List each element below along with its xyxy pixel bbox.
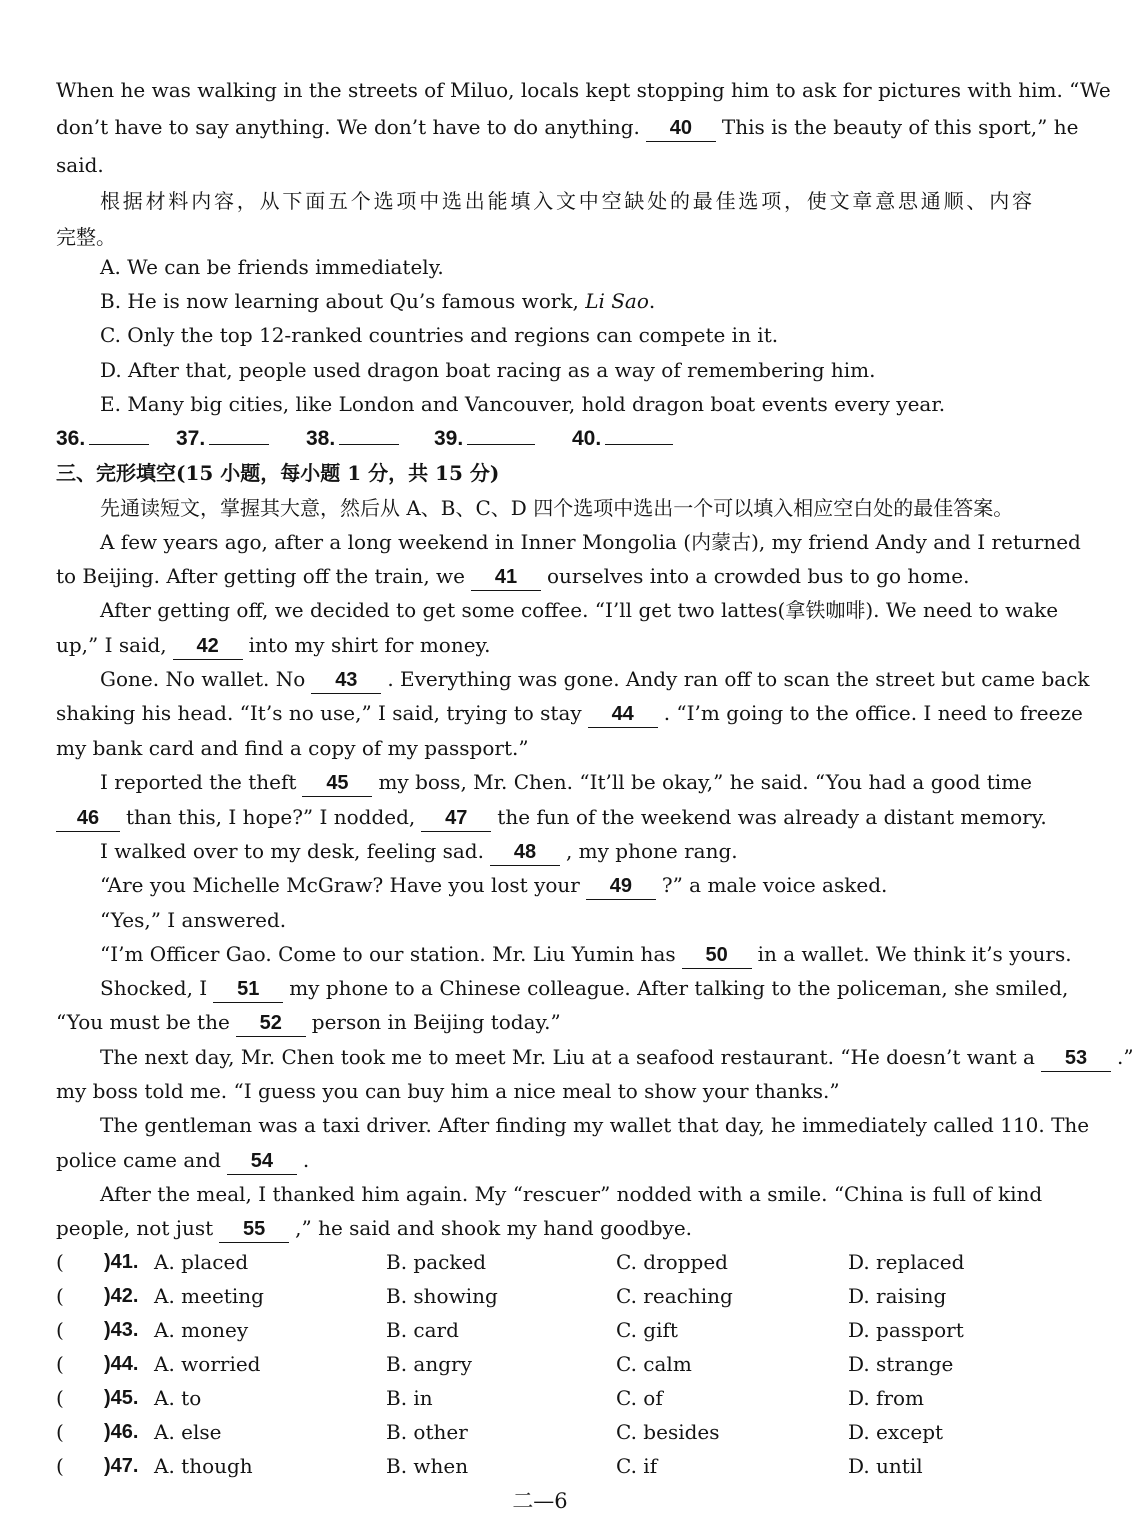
answer-blanks-row <box>56 421 956 457</box>
answer-paren[interactable]: ( <box>56 1284 64 1308</box>
choice-b[interactable]: B. angry <box>386 1352 472 1376</box>
passage-line: don’t have to say anything. We don’t have to do anything. 40 This is the beauty of this sport,” he <box>56 110 1032 144</box>
question-46 <box>56 1415 1032 1449</box>
work-title: Li Sao <box>585 289 649 313</box>
answer-blank-36[interactable]: 36. <box>56 421 149 457</box>
blank-51: 51 <box>213 976 283 1003</box>
cloze-line: Gone. No wallet. No 43 . Everything was gone. Andy ran off to scan the street but came back <box>100 662 1032 696</box>
page-number: 二—6 <box>512 1489 568 1513</box>
choice-b[interactable]: B. other <box>386 1420 468 1444</box>
cloze-line: police came and 54 . <box>56 1143 1032 1177</box>
answer-blank-39[interactable]: 39. <box>434 421 535 457</box>
choice-b[interactable]: B. packed <box>386 1250 487 1274</box>
choice-d[interactable]: D. strange <box>848 1352 954 1376</box>
cloze-line: After getting off, we decided to get some coffee. “I’ll get two lattes(拿铁咖啡). We need to wake <box>100 598 1059 622</box>
blank-40: 40 <box>646 115 716 142</box>
choice-c[interactable]: C. calm <box>616 1352 692 1376</box>
question-number: )44. <box>104 1353 139 1375</box>
answer-blank-40[interactable]: 40. <box>572 421 673 457</box>
cloze-line: The next day, Mr. Chen took me to meet Mr. Liu at a seafood restaurant. “He doesn’t want a 53 .” <box>100 1040 1032 1074</box>
cloze-line: shaking his head. “It’s no use,” I said, trying to stay 44 . “I’m going to the office. I need to freeze <box>56 696 1032 730</box>
cloze-line: “Are you Michelle McGraw? Have you lost your 49 ?” a male voice asked. <box>100 868 1032 902</box>
cloze-line: up,” I said, 42 into my shirt for money. <box>56 628 1032 662</box>
choice-a[interactable]: A. placed <box>154 1250 249 1274</box>
choice-c[interactable]: C. gift <box>616 1318 678 1342</box>
question-number: )42. <box>104 1285 139 1307</box>
question-number: )41. <box>104 1251 139 1273</box>
blank-47: 47 <box>421 805 491 832</box>
choice-b[interactable]: B. showing <box>386 1284 498 1308</box>
cloze-line: The gentleman was a taxi driver. After finding my wallet that day, he immediately called 110. The <box>100 1113 1090 1137</box>
question-number: )45. <box>104 1387 139 1409</box>
question-number: )43. <box>104 1319 139 1341</box>
option-b: B. He is now learning about Qu’s famous work, Li Sao. <box>100 289 656 313</box>
choice-b[interactable]: B. card <box>386 1318 459 1342</box>
choice-a[interactable]: A. worried <box>154 1352 261 1376</box>
option-a: A. We can be friends immediately. <box>100 255 444 279</box>
cloze-line: After the meal, I thanked him again. My “rescuer” nodded with a smile. “China is full of kind <box>100 1182 1043 1206</box>
instruction-text: 根据材料内容，从下面五个选项中选出能填入文中空缺处的最佳选项，使文章意思通顺、内容 <box>100 189 1032 213</box>
option-d: D. After that, people used dragon boat racing as a way of remembering him. <box>100 358 876 382</box>
choice-b[interactable]: B. in <box>386 1386 433 1410</box>
cloze-line: A few years ago, after a long weekend in Inner Mongolia (内蒙古), my friend Andy and I returned <box>100 530 1081 554</box>
cloze-line: “I’m Officer Gao. Come to our station. Mr. Liu Yumin has 50 in a wallet. We think it’s yours. <box>100 937 1032 971</box>
question-42 <box>56 1279 1032 1313</box>
cloze-line: my boss told me. “I guess you can buy him a nice meal to show your thanks.” <box>56 1079 840 1103</box>
question-44 <box>56 1347 1032 1381</box>
choice-d[interactable]: D. passport <box>848 1318 964 1342</box>
cloze-line: people, not just 55 ,” he said and shook my hand goodbye. <box>56 1211 1032 1245</box>
choice-c[interactable]: C. if <box>616 1454 658 1478</box>
section-title: 三、完形填空(15 小题，每小题 1 分，共 15 分) <box>56 461 500 485</box>
cloze-line: Shocked, I 51 my phone to a Chinese colleague. After talking to the policeman, she smiled, <box>100 971 1032 1005</box>
option-e: E. Many big cities, like London and Vancouver, hold dragon boat events every year. <box>100 392 946 416</box>
blank-41: 41 <box>471 564 541 591</box>
choice-d[interactable]: D. from <box>848 1386 925 1410</box>
answer-paren[interactable]: ( <box>56 1352 64 1376</box>
question-47 <box>56 1449 1032 1483</box>
passage-line: When he was walking in the streets of Miluo, locals kept stopping him to ask for pictures with him. “We <box>56 78 1111 102</box>
cloze-line: my bank card and find a copy of my passport.” <box>56 736 529 760</box>
choice-c[interactable]: C. dropped <box>616 1250 728 1274</box>
choice-c[interactable]: C. reaching <box>616 1284 733 1308</box>
question-number: )47. <box>104 1455 139 1477</box>
section-instruction: 先通读短文，掌握其大意，然后从 A、B、C、D 四个选项中选出一个可以填入相应空白处的最佳答案。 <box>100 496 1014 520</box>
cloze-line: “You must be the 52 person in Beijing today.” <box>56 1005 1032 1039</box>
blank-49: 49 <box>586 873 656 900</box>
choice-b[interactable]: B. when <box>386 1454 469 1478</box>
cloze-line: “Yes,” I answered. <box>100 908 287 932</box>
cloze-line: I walked over to my desk, feeling sad. 48 , my phone rang. <box>100 834 1032 868</box>
option-c: C. Only the top 12-ranked countries and regions can compete in it. <box>100 323 779 347</box>
choice-d[interactable]: D. raising <box>848 1284 947 1308</box>
choice-a[interactable]: A. money <box>154 1318 249 1342</box>
blank-53: 53 <box>1041 1045 1111 1072</box>
cloze-line: to Beijing. After getting off the train, we 41 ourselves into a crowded bus to go home. <box>56 559 1032 593</box>
answer-paren[interactable]: ( <box>56 1250 64 1274</box>
answer-paren[interactable]: ( <box>56 1386 64 1410</box>
choice-a[interactable]: A. though <box>154 1454 253 1478</box>
question-45 <box>56 1381 1032 1415</box>
choice-a[interactable]: A. else <box>154 1420 222 1444</box>
choice-d[interactable]: D. except <box>848 1420 944 1444</box>
answer-paren[interactable]: ( <box>56 1454 64 1478</box>
passage-line: said. <box>56 153 104 177</box>
question-43 <box>56 1313 1032 1347</box>
blank-55: 55 <box>219 1216 289 1243</box>
blank-45: 45 <box>302 770 372 797</box>
choice-a[interactable]: A. to <box>154 1386 202 1410</box>
question-41 <box>56 1245 1032 1279</box>
choice-a[interactable]: A. meeting <box>154 1284 264 1308</box>
answer-blank-38[interactable]: 38. <box>306 421 399 457</box>
blank-52: 52 <box>236 1010 306 1037</box>
question-number: )46. <box>104 1421 139 1443</box>
answer-blank-37[interactable]: 37. <box>176 421 269 457</box>
blank-42: 42 <box>173 633 243 660</box>
blank-54: 54 <box>227 1148 297 1175</box>
choice-c[interactable]: C. of <box>616 1386 663 1410</box>
choice-d[interactable]: D. until <box>848 1454 923 1478</box>
blank-48: 48 <box>490 839 560 866</box>
cloze-line: 46 than this, I hope?” I nodded, 47 the fun of the weekend was already a distant memory. <box>56 800 1032 834</box>
blank-50: 50 <box>682 942 752 969</box>
instruction-text: 完整。 <box>56 225 116 249</box>
answer-paren[interactable]: ( <box>56 1420 64 1444</box>
choice-c[interactable]: C. besides <box>616 1420 720 1444</box>
blank-44: 44 <box>588 701 658 728</box>
blank-46: 46 <box>56 805 120 832</box>
cloze-line: I reported the theft 45 my boss, Mr. Chen. “It’ll be okay,” he said. “You had a good time <box>100 765 1032 799</box>
answer-paren[interactable]: ( <box>56 1318 64 1342</box>
choice-d[interactable]: D. replaced <box>848 1250 965 1274</box>
blank-43: 43 <box>311 667 381 694</box>
